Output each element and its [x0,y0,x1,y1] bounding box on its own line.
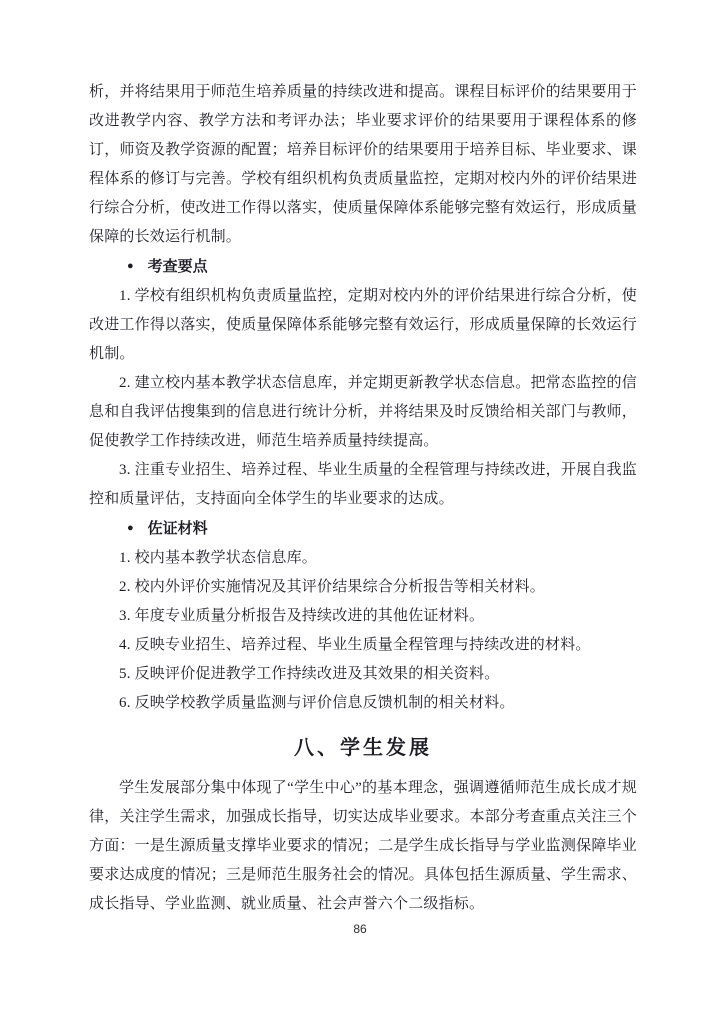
section-intro-paragraph: 学生发展部分集中体现了“学生中心”的基本理念，强调遵循师范生成长成才规律，关注学生需求，加强成长指导，切实达成毕业要求。本部分考查重点关注三个方面：一是生源质量支撑毕业要求的情况；二是学生成长指导与学业监测保障毕业要求达成度的情况；三是师范生服务社会的情况。具体包括生源质量、学生需求、成长指导、学业监测、就业质量、社会声誉六个二级指标。 [89,780,637,912]
evidence-materials-title: 佐证材料 [147,521,208,537]
evidence-material-item: 5. 反映评价促进教学工作持续改进及其效果的相关资料。 [119,666,500,682]
bullet-icon: ● [127,522,134,534]
exam-point-item: 2. 建立校内基本教学状态信息库，并定期更新教学状态信息。把常态监控的信息和自我评估搜集到的信息进行统计分析，并将结果及时反馈给相关部门与教师，促使教学工作持续改进，师范生培养质量持续提高。 [89,375,637,449]
evidence-material-item: 4. 反映专业招生、培养过程、毕业生质量全程管理与持续改进的材料。 [119,637,591,653]
evidence-material-item: 6. 反映学校教学质量监测与评价信息反馈机制的相关材料。 [119,695,515,711]
exam-point-item: 3. 注重专业招生、培养过程、毕业生质量的全程管理与持续改进，开展自我监控和质量评估，支持面向全体学生的毕业要求的达成。 [89,462,637,507]
bullet-icon: ● [127,260,134,272]
evidence-material-item: 1. 校内基本教学状态信息库。 [119,550,318,566]
exam-point-item: 1. 学校有组织机构负责质量监控，定期对校内外的评价结果进行综合分析，使改进工作得以落实，使质量保障体系能够完整有效运行，形成质量保障的长效运行机制。 [89,288,637,362]
exam-points-title: 考查要点 [147,259,208,275]
evidence-materials-heading [89,514,637,544]
page-number: 86 [353,922,367,936]
exam-points-heading [89,252,637,282]
evidence-material-item: 2. 校内外评价实施情况及其评价结果综合分析报告等相关材料。 [119,579,546,595]
paragraph-continuation: 析，并将结果用于师范生培养质量的持续改进和提高。课程目标评价的结果要用于改进教学内容、教学方法和考评办法；毕业要求评价的结果要用于课程体系的修订，师资及教学资源的配置；培养目标评价的结果要用于培养目标、毕业要求、课程体系的修订与完善。学校有组织机构负责质量监控，定期对校内外的评价结果进行综合分析，使改进工作得以落实，使质量保障体系能够完整有效运行，形成质量保障的长效运行机制。 [89,84,637,245]
evidence-material-item: 3. 年度专业质量分析报告及持续改进的其他佐证材料。 [119,608,485,624]
section-heading: 八、学生发展 [294,737,432,759]
